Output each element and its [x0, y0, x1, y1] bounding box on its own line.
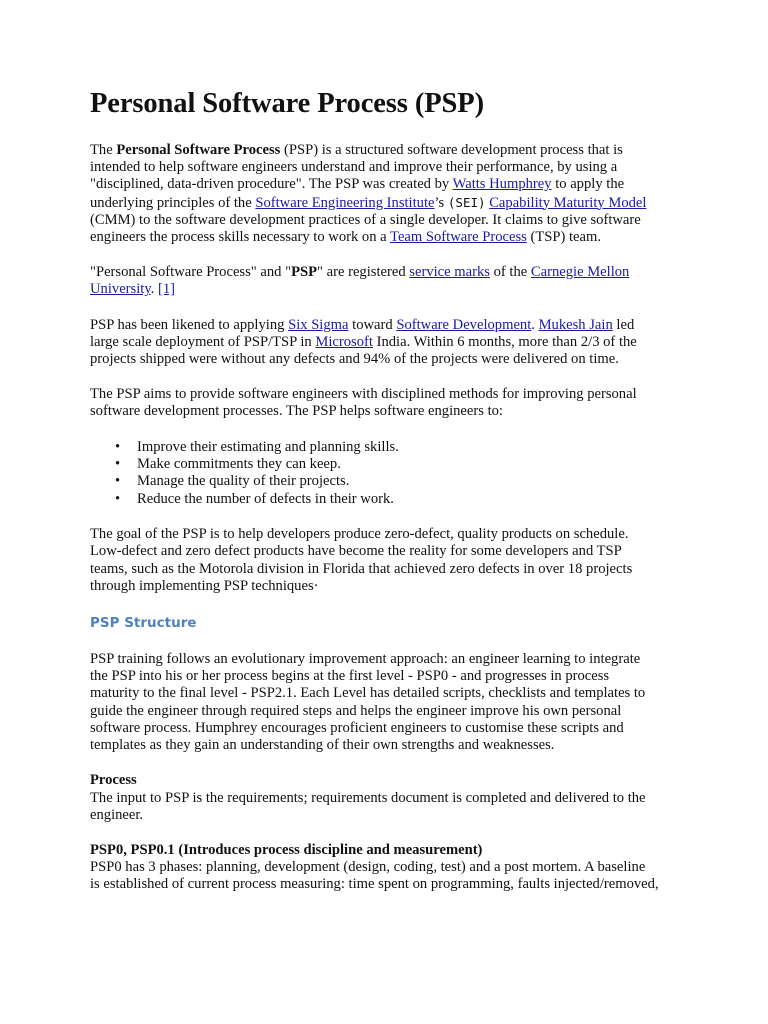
text-run: led [612, 316, 635, 333]
text-run: underlying principles of the [90, 194, 256, 211]
text-run: to apply the [551, 176, 625, 193]
paragraph [90, 651, 710, 754]
paragraph [90, 142, 710, 246]
paragraph [90, 526, 710, 595]
text-run: . [150, 281, 158, 298]
text-line [90, 737, 710, 754]
paragraph [90, 317, 710, 369]
text-line [90, 842, 710, 859]
bold-text: PSP [291, 264, 318, 281]
text-line [90, 703, 710, 720]
hyperlink[interactable]: Team Software Process [390, 229, 527, 246]
page-title: Personal Software Process (PSP) [90, 88, 484, 119]
text-run: PSP0 has 3 phases: planning, development (design, coding, test) and a post mortem. A baseline [90, 859, 646, 876]
text-run: ’s [434, 194, 448, 211]
list-item [115, 456, 710, 473]
list-item [115, 491, 710, 508]
mono-text: (SEI) [447, 194, 486, 210]
hyperlink[interactable]: Microsoft [315, 333, 373, 350]
hyperlink[interactable]: Software Development [396, 316, 532, 333]
text-run: the PSP into his or her process begins at the first level - PSP0 - and progresses in process [90, 668, 610, 685]
text-run: software development processes. The PSP helps software engineers to: [90, 403, 503, 420]
text-line [90, 876, 710, 893]
bold-text: Personal Software Process [116, 142, 281, 158]
text-run: software process. Humphrey encourages proficient engineers to customise these scripts and [90, 719, 624, 736]
text-line [90, 668, 710, 685]
bullet-icon: • [115, 473, 121, 490]
text-run: teams, such as the Motorola division in Florida that achieved zero defects in over 18 projects [90, 560, 633, 577]
text-run: (TSP) team. [526, 229, 602, 246]
text-line [90, 790, 710, 807]
text-line [90, 334, 710, 351]
text-line [90, 807, 710, 824]
paragraph [90, 772, 710, 824]
hyperlink[interactable]: Mukesh Jain [538, 316, 613, 333]
text-line [90, 543, 710, 560]
bullet-icon: • [115, 438, 121, 455]
text-run: engineer. [90, 806, 144, 823]
hyperlink[interactable]: Carnegie Mellon [530, 264, 630, 281]
text-line [90, 403, 710, 420]
paragraph [90, 386, 710, 420]
text-run: Low-defect and zero defect products have become the reality for some developers and TSP [90, 543, 622, 560]
text-run: (CMM) to the software development practices of a single developer. It claims to give software [90, 211, 641, 228]
text-line [90, 142, 710, 159]
text-line [90, 859, 710, 876]
hyperlink[interactable]: University [90, 281, 151, 298]
text-line [90, 194, 710, 212]
text-line [90, 176, 710, 193]
bold-text: Process [90, 772, 137, 789]
paragraph [90, 264, 710, 298]
document-page [90, 86, 710, 912]
text-line [90, 229, 710, 246]
text-run: India. Within 6 months, more than 2/3 of the [372, 333, 637, 350]
text-run: "disciplined, data-driven procedure". The PSP was created by [90, 176, 453, 193]
text-run: is established of current process measuring: time spent on programming, faults injected/removed, [90, 876, 659, 893]
text-run: through implementing PSP techniques [90, 577, 314, 594]
text-run: of the [489, 264, 531, 281]
text-run: PSP has been likened to applying [90, 316, 289, 333]
text-run: The input to PSP is the requirements; requirements document is completed and delivered to the [90, 789, 646, 806]
text-run: engineers the process skills necessary to work on a [90, 229, 391, 246]
text-run: projects shipped were without any defects and 94% of the projects were delivered on time. [90, 351, 619, 368]
text-line [90, 351, 710, 368]
list-item [115, 439, 710, 456]
section-heading: PSP Structure [90, 615, 197, 632]
text-line [90, 526, 710, 543]
list-item-text: Make commitments they can keep. [137, 456, 341, 473]
text-line [90, 317, 710, 334]
document-body [90, 142, 710, 894]
text-run: The goal of the PSP is to help developers produce zero-defect, quality products on schedule. [90, 526, 629, 543]
text-line [90, 159, 710, 176]
text-line [90, 685, 710, 702]
bold-text: PSP0, PSP0.1 (Introduces process discipline and measurement) [90, 841, 483, 858]
text-run: . [531, 316, 539, 333]
text-run: PSP training follows an evolutionary improvement approach: an engineer learning to integrate [90, 651, 641, 668]
text-line [90, 720, 710, 737]
paragraph [90, 842, 710, 894]
hyperlink[interactable]: service marks [409, 264, 490, 281]
text-line [90, 561, 710, 578]
hyperlink[interactable]: [1] [157, 281, 175, 298]
bullet-icon: • [115, 490, 121, 507]
text-line [90, 578, 710, 595]
hyperlink[interactable]: Six Sigma [288, 316, 349, 333]
text-line [90, 264, 710, 281]
text-line [90, 651, 710, 668]
text-run: large scale deployment of PSP/TSP in [90, 333, 316, 350]
list-item-text: Manage the quality of their projects. [137, 473, 350, 490]
list-item-text: Improve their estimating and planning skills. [137, 438, 399, 455]
text-line [90, 386, 710, 403]
text-run: toward [348, 316, 397, 333]
text-run: templates as they gain an understanding of their own strengths and weaknesses. [90, 737, 555, 754]
hyperlink[interactable]: Capability Maturity Model [489, 194, 647, 211]
list-item [115, 473, 710, 490]
bullet-list [90, 439, 710, 509]
text-run: The PSP aims to provide software engineers with disciplined methods for improving personal [90, 386, 637, 403]
text-run: " are registered [317, 264, 410, 281]
text-run: maturity to the final level - PSP2.1. Each Level has detailed scripts, checklists and templates to [90, 685, 646, 702]
text-run: guide the engineer through required steps and helps the engineer improve his own personal [90, 702, 622, 719]
text-line [90, 281, 710, 298]
text-run: intended to help software engineers understand and improve their performance, by using a [90, 159, 618, 176]
text-line [90, 212, 710, 229]
text-run: "Personal Software Process" and " [90, 264, 292, 281]
bullet-icon: • [115, 456, 121, 473]
text-line [90, 772, 710, 789]
text-run: · [313, 577, 319, 594]
list-item-text: Reduce the number of defects in their work. [137, 490, 394, 507]
text-run: (PSP) is a structured software development process that is [280, 142, 623, 158]
text-run: The [90, 142, 117, 158]
hyperlink[interactable]: Software Engineering Institute [255, 194, 435, 211]
hyperlink[interactable]: Watts Humphrey [452, 176, 552, 193]
